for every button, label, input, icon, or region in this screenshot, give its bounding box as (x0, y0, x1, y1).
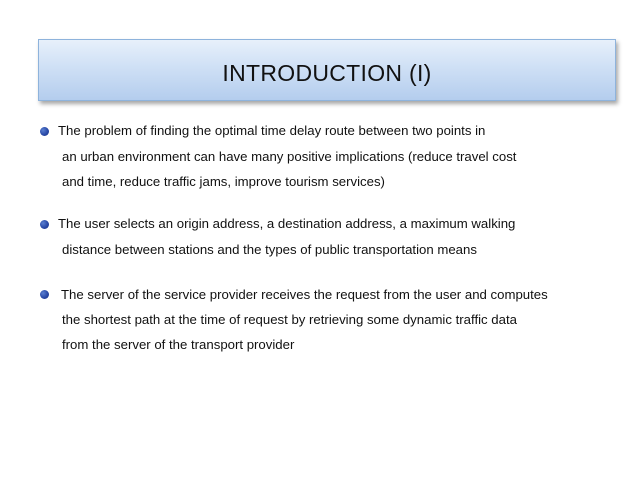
bullet-1-line-3: and time, reduce traffic jams, improve tourism services) (62, 174, 385, 189)
bullet-1-line-1: The problem of finding the optimal time delay route between two points in (58, 123, 486, 138)
bullet-2-line-1: The user selects an origin address, a destination address, a maximum walking (58, 216, 516, 231)
bullet-dot-icon (40, 127, 49, 136)
bullet-3-line-3: from the server of the transport provider (62, 337, 295, 352)
bullet-2-line-2: distance between stations and the types of public transportation means (62, 242, 477, 257)
bullet-1-line-2: an urban environment can have many positive implications (reduce travel cost (62, 149, 517, 164)
slide-title: INTRODUCTION (I) (222, 59, 432, 86)
title-box (38, 39, 616, 101)
bullet-3-line-2: the shortest path at the time of request by retrieving some dynamic traffic data (62, 312, 517, 327)
bullet-dot-icon (40, 220, 49, 229)
bullet-3-line-1: The server of the service provider receives the request from the user and computes (61, 287, 548, 302)
bullet-dot-icon (40, 290, 49, 299)
